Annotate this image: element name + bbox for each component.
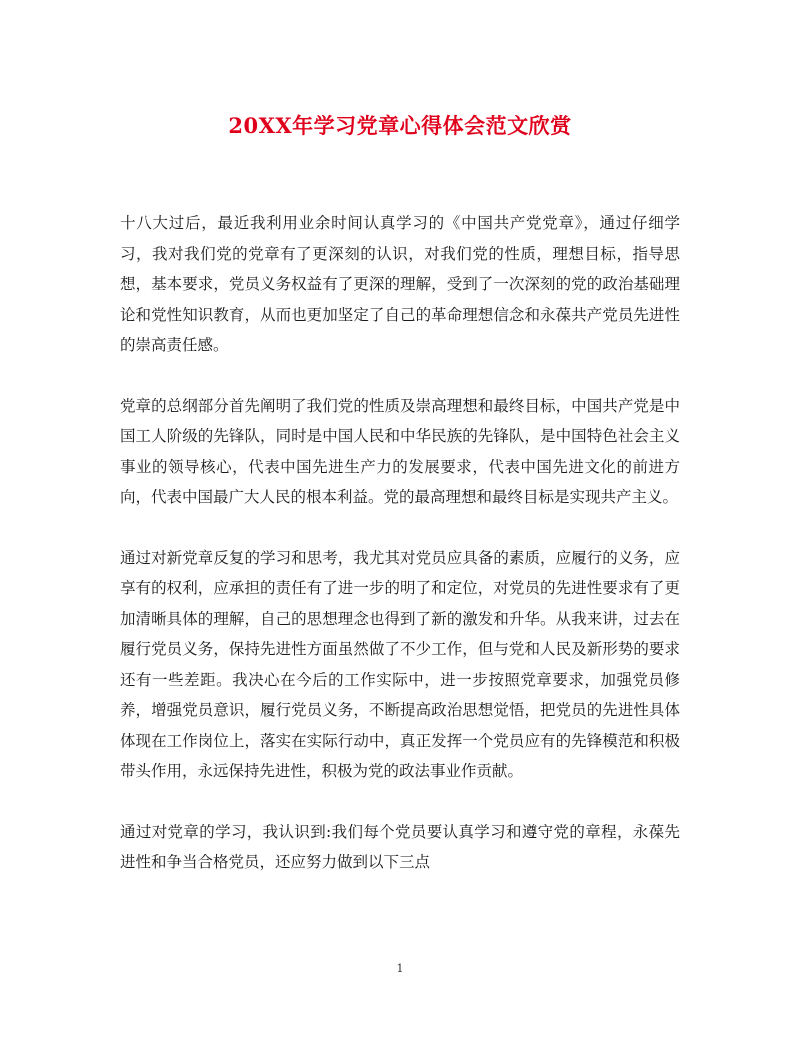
- paragraph-3: 通过对新党章反复的学习和思考，我尤其对党员应具备的素质，应履行的义务，应享有的权利，应承担的责任有了进一步的明了和定位，对党员的先进性要求有了更加清晰具体的理解，自己的思想理念也得到了新的激发和升华。从我来讲，过去在履行党员义务，保持先进性方面虽然做了不少工作，但与党和人民及新形势的要求还有一些差距。我决心在今后的工作实际中，进一步按照党章要求，加强党员修养，增强党员意识，履行党员义务，不断提高政治思想觉悟，把党员的先进性具体体现在工作岗位上，落实在实际行动中，真正发挥一个党员应有的先锋模范和积极带头作用，永远保持先进性，积极为党的政法事业作贡献。: [120, 548, 680, 780]
- paragraph-1: 十八大过后，最近我利用业余时间认真学习的《中国共产党党章》，通过仔细学习，我对我们党的党章有了更深刻的认识，对我们党的性质，理想目标，指导思想，基本要求，党员义务权益有了更深的理解，受到了一次深刻的党的政治基础理论和党性知识教育，从而也更加坚定了自己的革命理想信念和永葆共产党员先进性的崇高责任感。: [120, 214, 680, 354]
- paragraph-4: 通过对党章的学习，我认识到:我们每个党员要认真学习和遵守党的章程，永葆先进性和争当合格党员，还应努力做到以下三点: [120, 822, 680, 871]
- document-title: 20XX年学习党章心得体会范文欣赏: [228, 113, 572, 138]
- page-number: 1: [396, 962, 404, 975]
- document-body: [120, 208, 680, 908]
- paragraph-2: 党章的总纲部分首先阐明了我们党的性质及崇高理想和最终目标，中国共产党是中国工人阶级的先锋队，同时是中国人民和中华民族的先锋队，是中国特色社会主义事业的领导核心，代表中国先进生产力的发展要求，代表中国先进文化的前进方向，代表中国最广大人民的根本利益。党的最高理想和最终目标是实现共产主义。: [120, 396, 680, 506]
